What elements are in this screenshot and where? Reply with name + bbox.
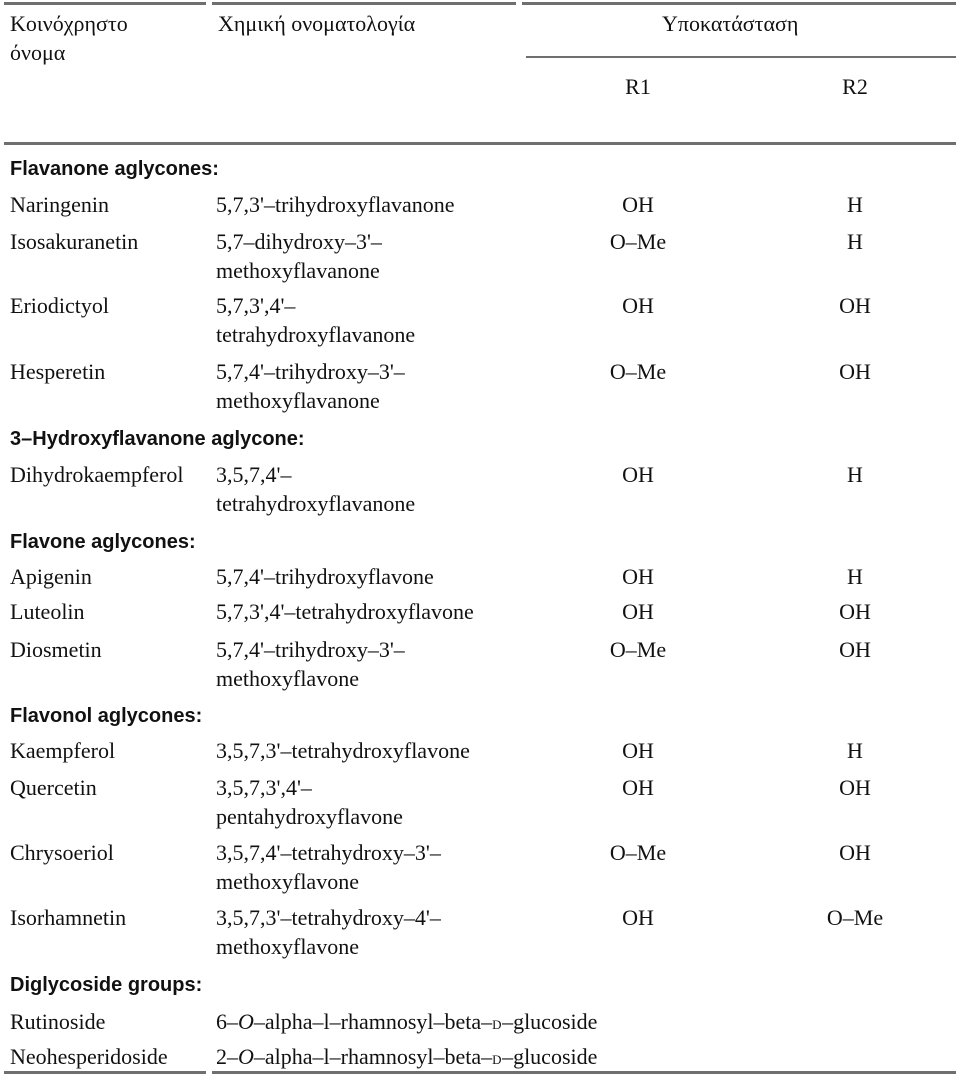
row-r2-diosmetin: OH [839,637,871,662]
row-chem-quercetin-2: pentahydroxyflavone [216,804,403,829]
row-name-apigenin: Apigenin [10,564,92,589]
chem-prefix: 6– [216,1009,238,1034]
header-r1: R1 [625,74,651,99]
row-chem-hesperetin-2: methoxyflavanone [216,388,380,413]
row-r2-luteolin: OH [839,599,871,624]
chem-d-smallcaps: D [492,1052,503,1067]
group-heading-hydroxyflavanone: 3–Hydroxyflavanone aglycone: [10,428,305,450]
chem-suffix: –glucoside [502,1044,598,1069]
chem-middle: –alpha–l–rhamnosyl–beta– [253,1044,493,1069]
header-common-name-2: όνομα [10,40,66,65]
row-chem-neohesperidoside [216,1042,597,1074]
chem-oxygen: O [238,1009,254,1034]
row-r2-hesperetin: OH [839,359,871,384]
row-chem-eriodictyol-1: 5,7,3',4'– [216,293,296,318]
header-substitution: Υποκατάσταση [662,11,799,36]
chem-prefix: 2– [216,1044,238,1069]
row-r2-kaempferol: H [847,738,863,763]
row-name-quercetin: Quercetin [10,775,97,800]
row-name-luteolin: Luteolin [10,599,85,624]
row-name-diosmetin: Diosmetin [10,637,102,662]
row-chem-diosmetin-2: methoxyflavone [216,666,359,691]
chem-d-smallcaps: D [492,1017,503,1032]
row-chem-isosakuranetin-2: methoxyflavanone [216,258,380,283]
top-rule-col2 [212,2,516,5]
row-r1-eriodictyol: OH [622,293,654,318]
row-r1-chrysoeriol: O–Me [609,840,667,865]
row-chem-apigenin: 5,7,4'–trihydroxyflavone [216,564,434,589]
row-name-rutinoside: Rutinoside [10,1009,106,1034]
subst-rule [526,56,956,58]
row-r1-luteolin: OH [622,599,654,624]
row-chem-isorhamnetin-2: methoxyflavone [216,934,359,959]
chem-oxygen: O [238,1044,254,1069]
row-name-chrysoeriol: Chrysoeriol [10,840,114,865]
row-chem-isorhamnetin-1: 3,5,7,3'–tetrahydroxy–4'– [216,905,441,930]
row-r2-isorhamnetin: O–Me [826,905,884,930]
top-rule-col1 [4,2,206,5]
bottom-rule-col1 [4,1071,206,1074]
row-chem-eriodictyol-2: tetrahydroxyflavanone [216,322,416,347]
row-r1-isorhamnetin: OH [622,905,654,930]
row-r2-isosakuranetin: H [847,229,863,254]
header-common-name-1: Κοινόχρηστο [10,11,128,36]
header-r2: R2 [842,74,868,99]
row-r2-eriodictyol: OH [839,293,871,318]
row-name-neohesperidoside: Neohesperidoside [10,1044,168,1069]
row-chem-quercetin-1: 3,5,7,3',4'– [216,775,312,800]
top-rule-col3 [522,2,956,5]
row-r1-isosakuranetin: O–Me [609,229,667,254]
row-r1-quercetin: OH [622,775,654,800]
row-r2-quercetin: OH [839,775,871,800]
bottom-rule-rest [212,1071,956,1074]
row-chem-rutinoside [216,1007,597,1039]
row-chem-dihydrokaempferol-2: tetrahydroxyflavanone [216,491,416,516]
row-name-isorhamnetin: Isorhamnetin [10,905,127,930]
row-chem-chrysoeriol-2: methoxyflavone [216,869,359,894]
row-r2-naringenin: H [847,192,863,217]
row-chem-hesperetin-1: 5,7,4'–trihydroxy–3'– [216,359,405,384]
row-r1-hesperetin: O–Me [609,359,667,384]
row-chem-diosmetin-1: 5,7,4'–trihydroxy–3'– [216,637,405,662]
row-name-naringenin: Naringenin [10,192,109,217]
row-r1-diosmetin: O–Me [609,637,667,662]
row-r2-apigenin: H [847,564,863,589]
chem-middle: –alpha–l–rhamnosyl–beta– [253,1009,493,1034]
row-name-isosakuranetin: Isosakuranetin [10,229,139,254]
group-heading-diglycoside: Diglycoside groups: [10,974,203,996]
row-name-hesperetin: Hesperetin [10,359,106,384]
group-heading-flavonol: Flavonol aglycones: [10,705,203,727]
group-heading-flavanone: Flavanone aglycones: [10,158,219,180]
row-chem-isosakuranetin-1: 5,7–dihydroxy–3'– [216,229,382,254]
header-bottom-rule [4,142,956,145]
row-r1-kaempferol: OH [622,738,654,763]
group-heading-flavone: Flavone aglycones: [10,531,196,553]
row-r2-dihydrokaempferol: H [847,462,863,487]
header-chemical-name: Χημική ονοματολογία [218,11,416,36]
row-chem-dihydrokaempferol-1: 3,5,7,4'– [216,462,292,487]
row-r1-naringenin: OH [622,192,654,217]
row-r1-dihydrokaempferol: OH [622,462,654,487]
row-name-kaempferol: Kaempferol [10,738,116,763]
row-chem-chrysoeriol-1: 3,5,7,4'–tetrahydroxy–3'– [216,840,441,865]
row-r1-apigenin: OH [622,564,654,589]
row-chem-kaempferol: 3,5,7,3'–tetrahydroxyflavone [216,738,470,763]
row-name-dihydrokaempferol: Dihydrokaempferol [10,462,184,487]
row-chem-luteolin: 5,7,3',4'–tetrahydroxyflavone [216,599,474,624]
row-r2-chrysoeriol: OH [839,840,871,865]
chem-suffix: –glucoside [502,1009,598,1034]
row-name-eriodictyol: Eriodictyol [10,293,109,318]
row-chem-naringenin: 5,7,3'–trihydroxyflavanone [216,192,455,217]
